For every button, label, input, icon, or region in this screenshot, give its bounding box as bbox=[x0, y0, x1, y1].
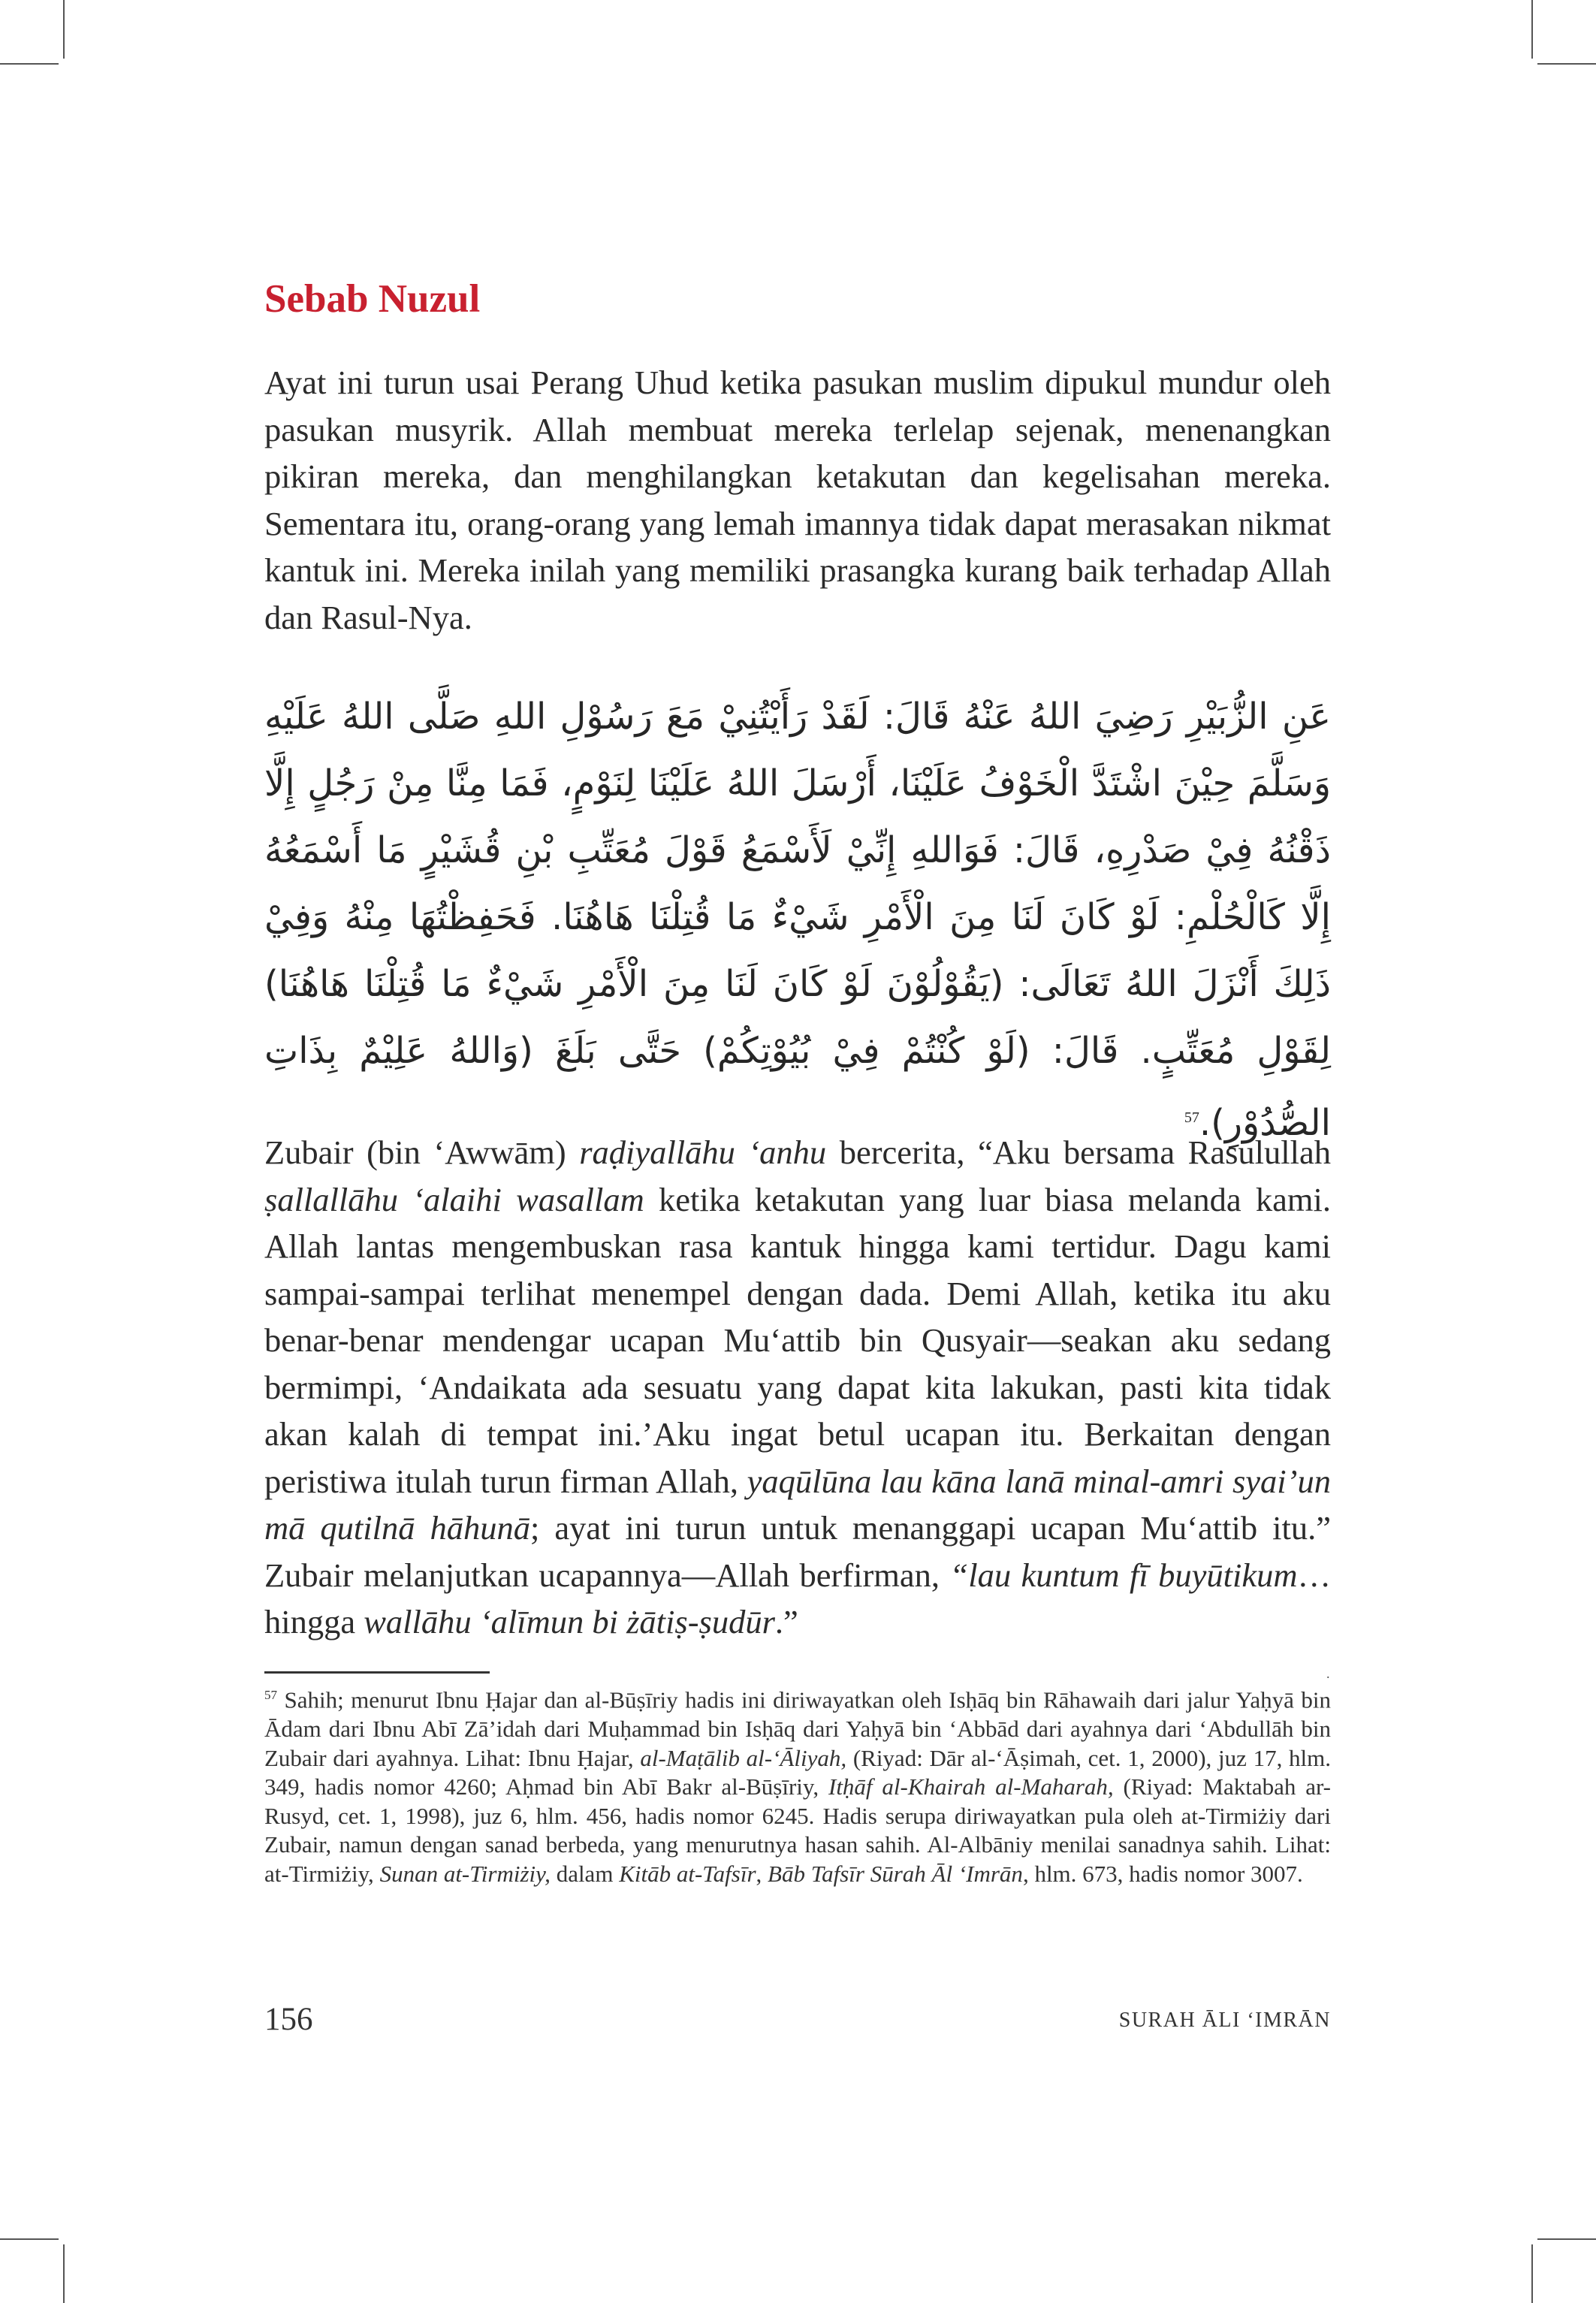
translation-text: Zubair (bin ‘Awwām) bbox=[264, 1133, 580, 1171]
footnote-text: Sahih; menurut Ibnu Ḥajar dan al-Būṣīriy hadis ini diriwayatkan oleh Isḥāq bin Rāhawaih dari jalur Yaḥyā bin Ādam dari Ibnu Abī Zā’idah dari Muḥammad bin Isḥāq dari Yaḥyā bin ‘Abbād dari ayahnya dari ‘Abdullāh bin Zubair dari ayahnya. Lihat: Ibnu Ḥajar, bbox=[264, 1686, 1331, 1771]
footnote-number: 57 bbox=[264, 1688, 277, 1702]
footnote-italic: Bāb Tafsīr Sūrah Āl ‘Imrān bbox=[768, 1860, 1023, 1887]
footnote bbox=[264, 1681, 1331, 1888]
arabic-hadith-text: عَنِ الزُّبَيْرِ رَضِيَ اللهُ عَنْهُ قَالَ: لَقَدْ رَأَيْتُنِيْ مَعَ رَسُوْلِ اللهِ صَلَّى اللهُ عَلَيْهِ وَسَلَّمَ حِيْنَ اشْتَدَّ الْخَوْفُ عَلَيْنَا، أَرْسَلَ اللهُ عَلَيْنَا لِنَوْمٍ، فَمَا مِنَّا مِنْ رَجُلٍ إِلَّا ذَقْنُهُ فِيْ صَدْرِهِ، قَالَ: فَوَاللهِ إِنِّيْ لَأَسْمَعُ قَوْلَ مُعَتِّبِ بْنِ قُشَيْرٍ مَا أَسْمَعُهُ إِلَّا كَالْحُلْمِ: لَوْ كَانَ لَنَا مِنَ الْأَمْرِ شَيْءٌ مَا قُتِلْنَا هَاهُنَا. فَحَفِظْتُهَا مِنْهُ وَفِيْ ذَلِكَ أَنْزَلَ اللهُ تَعَالَى: (يَقُوْلُوْنَ لَوْ كَانَ لَنَا مِنَ الْأَمْرِ شَيْءٌ مَا قُتِلْنَا هَاهُنَا) لِقَوْلِ مُعَتِّبٍ. قَالَ: (لَوْ كُنْتُمْ فِيْ بُيُوْتِكُمْ) حَتَّى بَلَغَ (وَاللهُ عَلِيْمٌ بِذَاتِ الصُّدُوْرِ). bbox=[264, 696, 1331, 1144]
section-heading: Sebab Nuzul bbox=[264, 277, 481, 321]
translation-text: bercerita, “Aku bersama Rasulullah bbox=[826, 1133, 1331, 1171]
page-number: 156 bbox=[264, 2002, 313, 2037]
footnote-dot: . bbox=[1326, 1666, 1330, 1681]
arabic-hadith bbox=[264, 684, 1331, 1157]
intro-paragraph: Ayat ini turun usai Perang Uhud ketika pasukan muslim dipukul mundur oleh pasukan musyrik. Allah membuat mereka terlelap sejenak, menenangkan pikiran mereka, dan menghilangkan ketakutan dan kegelisahan mereka. Sementara itu, orang-orang yang lemah imannya tidak dapat merasakan nikmat kantuk ini. Mereka inilah yang memiliki prasangka kurang baik terhadap Allah dan Rasul-Nya. bbox=[264, 364, 1331, 636]
crop-mark-top-right bbox=[1531, 0, 1533, 59]
translation-italic: “lau kuntum fī buyūtikum bbox=[949, 1556, 1298, 1594]
translation-italic: wallāhu ‘alīmun bi żātiṣ-ṣudūr bbox=[364, 1603, 775, 1640]
translation-italic: yaqūlūna lau kāna lanā minal-amri syai’un mā qutilnā hāhunā bbox=[264, 1462, 1331, 1547]
footnote-italic: Kitāb at-Tafsīr bbox=[619, 1860, 756, 1887]
crop-mark-right-top bbox=[1537, 63, 1596, 65]
translation-paragraph bbox=[264, 1129, 1331, 1646]
crop-mark-left-bottom bbox=[0, 2238, 59, 2240]
crop-mark-bottom-right bbox=[1531, 2244, 1533, 2303]
footnote-text: , bbox=[756, 1860, 768, 1887]
translation-text: ketika ketakutan yang luar biasa melanda kami. Allah lantas mengembuskan rasa kantuk hingga kami tertidur. Dagu kami sampai-sampai terlihat menempel dengan dada. Demi Allah, ketika itu aku benar-benar mendengar ucapan Mu‘attib bin Qusyair—seakan aku sedang bermimpi, ‘Andaikata ada sesuatu yang dapat kita lakukan, pasti kita tidak akan kalah di tempat ini.’Aku ingat betul ucapan itu. Berkaitan dengan peristiwa itulah turun firman Allah, bbox=[264, 1180, 1331, 1500]
translation-italic: raḍiyallāhu ‘anhu bbox=[579, 1133, 827, 1171]
footnote-italic: al-Maṭālib al-‘Āliyah, bbox=[640, 1744, 847, 1771]
footnote-text: dalam bbox=[550, 1860, 620, 1887]
footnote-text: , hlm. 673, hadis nomor 3007. bbox=[1022, 1860, 1303, 1887]
running-title: SURAH ĀLI ‘IMRĀN bbox=[1118, 2009, 1331, 2032]
footnote-text: (Riyad: Dār al-‘Āṣimah, cet. 1, 2000), juz 17, hlm. 349, hadis nomor 4260; Aḥmad bin Abī Bakr al-Būṣīriy, bbox=[264, 1744, 1332, 1800]
crop-mark-right-bottom bbox=[1537, 2238, 1596, 2240]
translation-italic: ṣallallāhu ‘alaihi wasallam bbox=[264, 1180, 644, 1218]
crop-mark-left-top bbox=[0, 63, 59, 65]
footnote-ref: 57 bbox=[1184, 1109, 1199, 1126]
crop-mark-top-left bbox=[63, 0, 65, 59]
footnote-separator bbox=[264, 1671, 490, 1674]
translation-text: ; ayat ini turun untuk menanggapi ucapan Mu‘attib itu.” Zubair melanjutkan ucapannya—Allah berfirman, bbox=[264, 1509, 1331, 1594]
translation-text: .” bbox=[774, 1603, 798, 1640]
crop-mark-bottom-left bbox=[63, 2244, 65, 2303]
footnote-text: (Riyad: Maktabah ar-Rusyd, cet. 1, 1998), juz 6, hlm. 456, hadis nomor 6245. Hadis serupa diriwayatkan pula oleh at-Tirmiżiy dari Zubair, namun dengan sanad berbeda, yang menurutnya hasan sahih. Al-Albāniy menilai sanadnya sahih. Lihat: at-Tirmiżiy, bbox=[264, 1773, 1331, 1887]
footnote-italic: Itḥāf al-Khairah al-Maharah, bbox=[828, 1773, 1114, 1800]
translation-text: …hingga bbox=[264, 1556, 1331, 1640]
footnote-italic: Sunan at-Tirmiżiy, bbox=[379, 1860, 551, 1887]
